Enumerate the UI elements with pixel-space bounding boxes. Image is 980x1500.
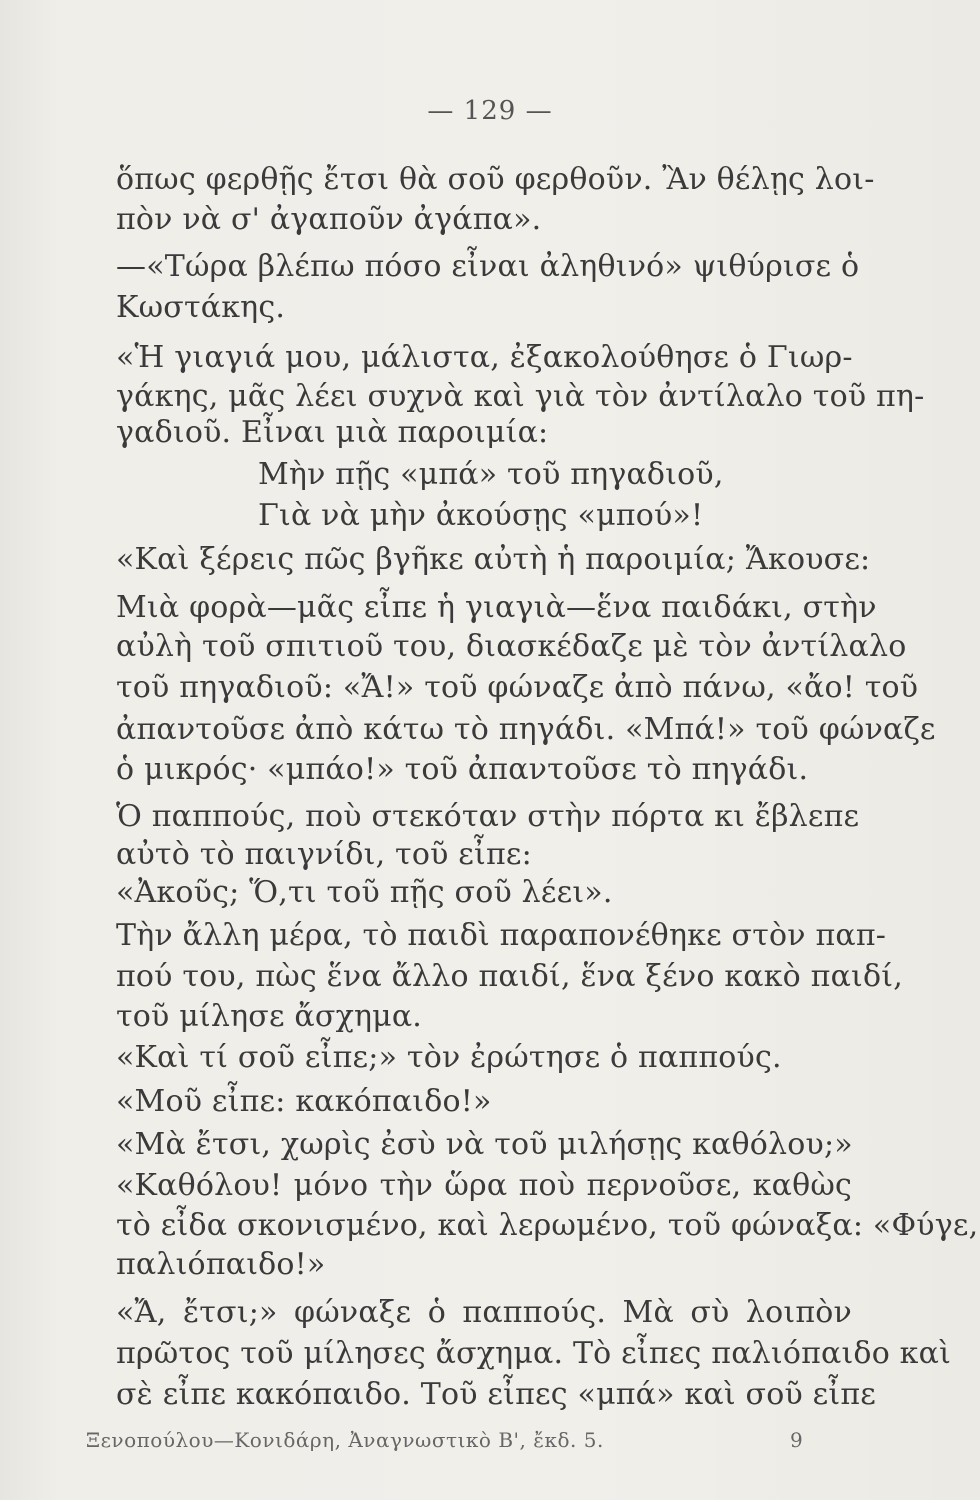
text-line: ὅπως φερθῇς ἔτσι θὰ σοῦ φερθοῦν. Ἂν θέλῃς λοι- <box>116 162 875 197</box>
page-number: — 129 — <box>427 96 553 126</box>
text-line: «Καὶ ξέρεις πῶς βγῆκε αὐτὴ ἡ παροιμία; Ἄκουσε: <box>116 542 871 577</box>
text-line: «Καὶ τί σοῦ εἶπε;» τὸν ἐρώτησε ὁ παππούς. <box>116 1040 782 1075</box>
text-line: τοῦ μίλησε ἄσχημα. <box>116 999 423 1034</box>
text-line: «Ἀκοῦς; Ὅ,τι τοῦ πῇς σοῦ λέει». <box>116 875 613 910</box>
text-line: Ὁ παππούς, ποὺ στεκόταν στὴν πόρτα κι ἔβλεπε <box>116 799 860 834</box>
signature-mark: 9 <box>790 1428 803 1452</box>
text-line: πρῶτος τοῦ μίλησες ἄσχημα. Τὸ εἶπες παλιόπαιδο καὶ <box>116 1336 952 1371</box>
text-line: ἀπαντοῦσε ἀπὸ κάτω τὸ πηγάδι. «Μπά!» τοῦ φώναζε <box>116 712 936 747</box>
text-line: αὐτὸ τὸ παιγνίδι, τοῦ εἶπε: <box>116 837 532 872</box>
text-line: «Ἡ γιαγιά μου, μάλιστα, ἐξακολούθησε ὁ Γιωρ- <box>116 340 853 375</box>
text-line: αὐλὴ τοῦ σπιτιοῦ του, διασκέδαζε μὲ τὸν ἀντίλαλο <box>116 629 907 664</box>
text-line: γαδιοῦ. Εἶναι μιὰ παροιμία: <box>116 415 549 450</box>
footer-citation: Ξενοπούλου—Κονιδάρη, Ἀναγνωστικὸ Β', ἔκδ. 5. <box>86 1428 604 1452</box>
text-line: σὲ εἶπε κακόπαιδο. Τοῦ εἶπες «μπά» καὶ σοῦ εἶπε <box>116 1377 877 1412</box>
text-line: «Ἄ, ἔτσι;» φώναξε ὁ παππούς. Μὰ σὺ λοιπὸν <box>116 1295 852 1330</box>
text-line: —«Τώρα βλέπω πόσο εἶναι ἀληθινό» ψιθύρισε ὁ <box>116 249 860 284</box>
text-line: τοῦ πηγαδιοῦ: «Ἄ!» τοῦ φώναζε ἀπὸ πάνω, «ἄο! τοῦ <box>116 670 919 705</box>
text-line: παλιόπαιδο!» <box>116 1247 326 1282</box>
page-footer <box>0 1428 980 1458</box>
text-line: πὸν νὰ σ' ἀγαποῦν ἀγάπα». <box>116 202 542 237</box>
text-line: γάκης, μᾶς λέει συχνὰ καὶ γιὰ τὸν ἀντίλαλο τοῦ πη- <box>116 379 925 414</box>
text-line: πού του, πὼς ἕνα ἄλλο παιδί, ἕνα ξένο κακὸ παιδί, <box>116 959 903 994</box>
text-line: «Μοῦ εἶπε: κακόπαιδο!» <box>116 1084 492 1119</box>
text-line: «Καθόλου! μόνο τὴν ὥρα ποὺ περνοῦσε, καθὼς <box>116 1168 852 1203</box>
text-line: «Μὰ ἔτσι, χωρὶς ἐσὺ νὰ τοῦ μιλήσῃς καθόλου;» <box>116 1127 853 1162</box>
text-line: Τὴν ἄλλη μέρα, τὸ παιδὶ παραπονέθηκε στὸν παπ- <box>116 918 887 953</box>
text-line: Κωστάκης. <box>116 290 286 325</box>
text-line: τὸ εἶδα σκονισμένο, καὶ λερωμένο, τοῦ φώναξα: «Φύγε, <box>116 1208 979 1243</box>
text-line: ὁ μικρός· «μπάο!» τοῦ ἀπαντοῦσε τὸ πηγάδι. <box>116 752 809 787</box>
text-line: Μιὰ φορὰ—μᾶς εἶπε ἡ γιαγιὰ—ἕνα παιδάκι, στὴν <box>116 590 877 625</box>
verse-line: Γιὰ νὰ μὴν ἀκούσῃς «μπού»! <box>258 498 704 533</box>
verse-line: Μὴν πῇς «μπά» τοῦ πηγαδιοῦ, <box>258 457 724 492</box>
